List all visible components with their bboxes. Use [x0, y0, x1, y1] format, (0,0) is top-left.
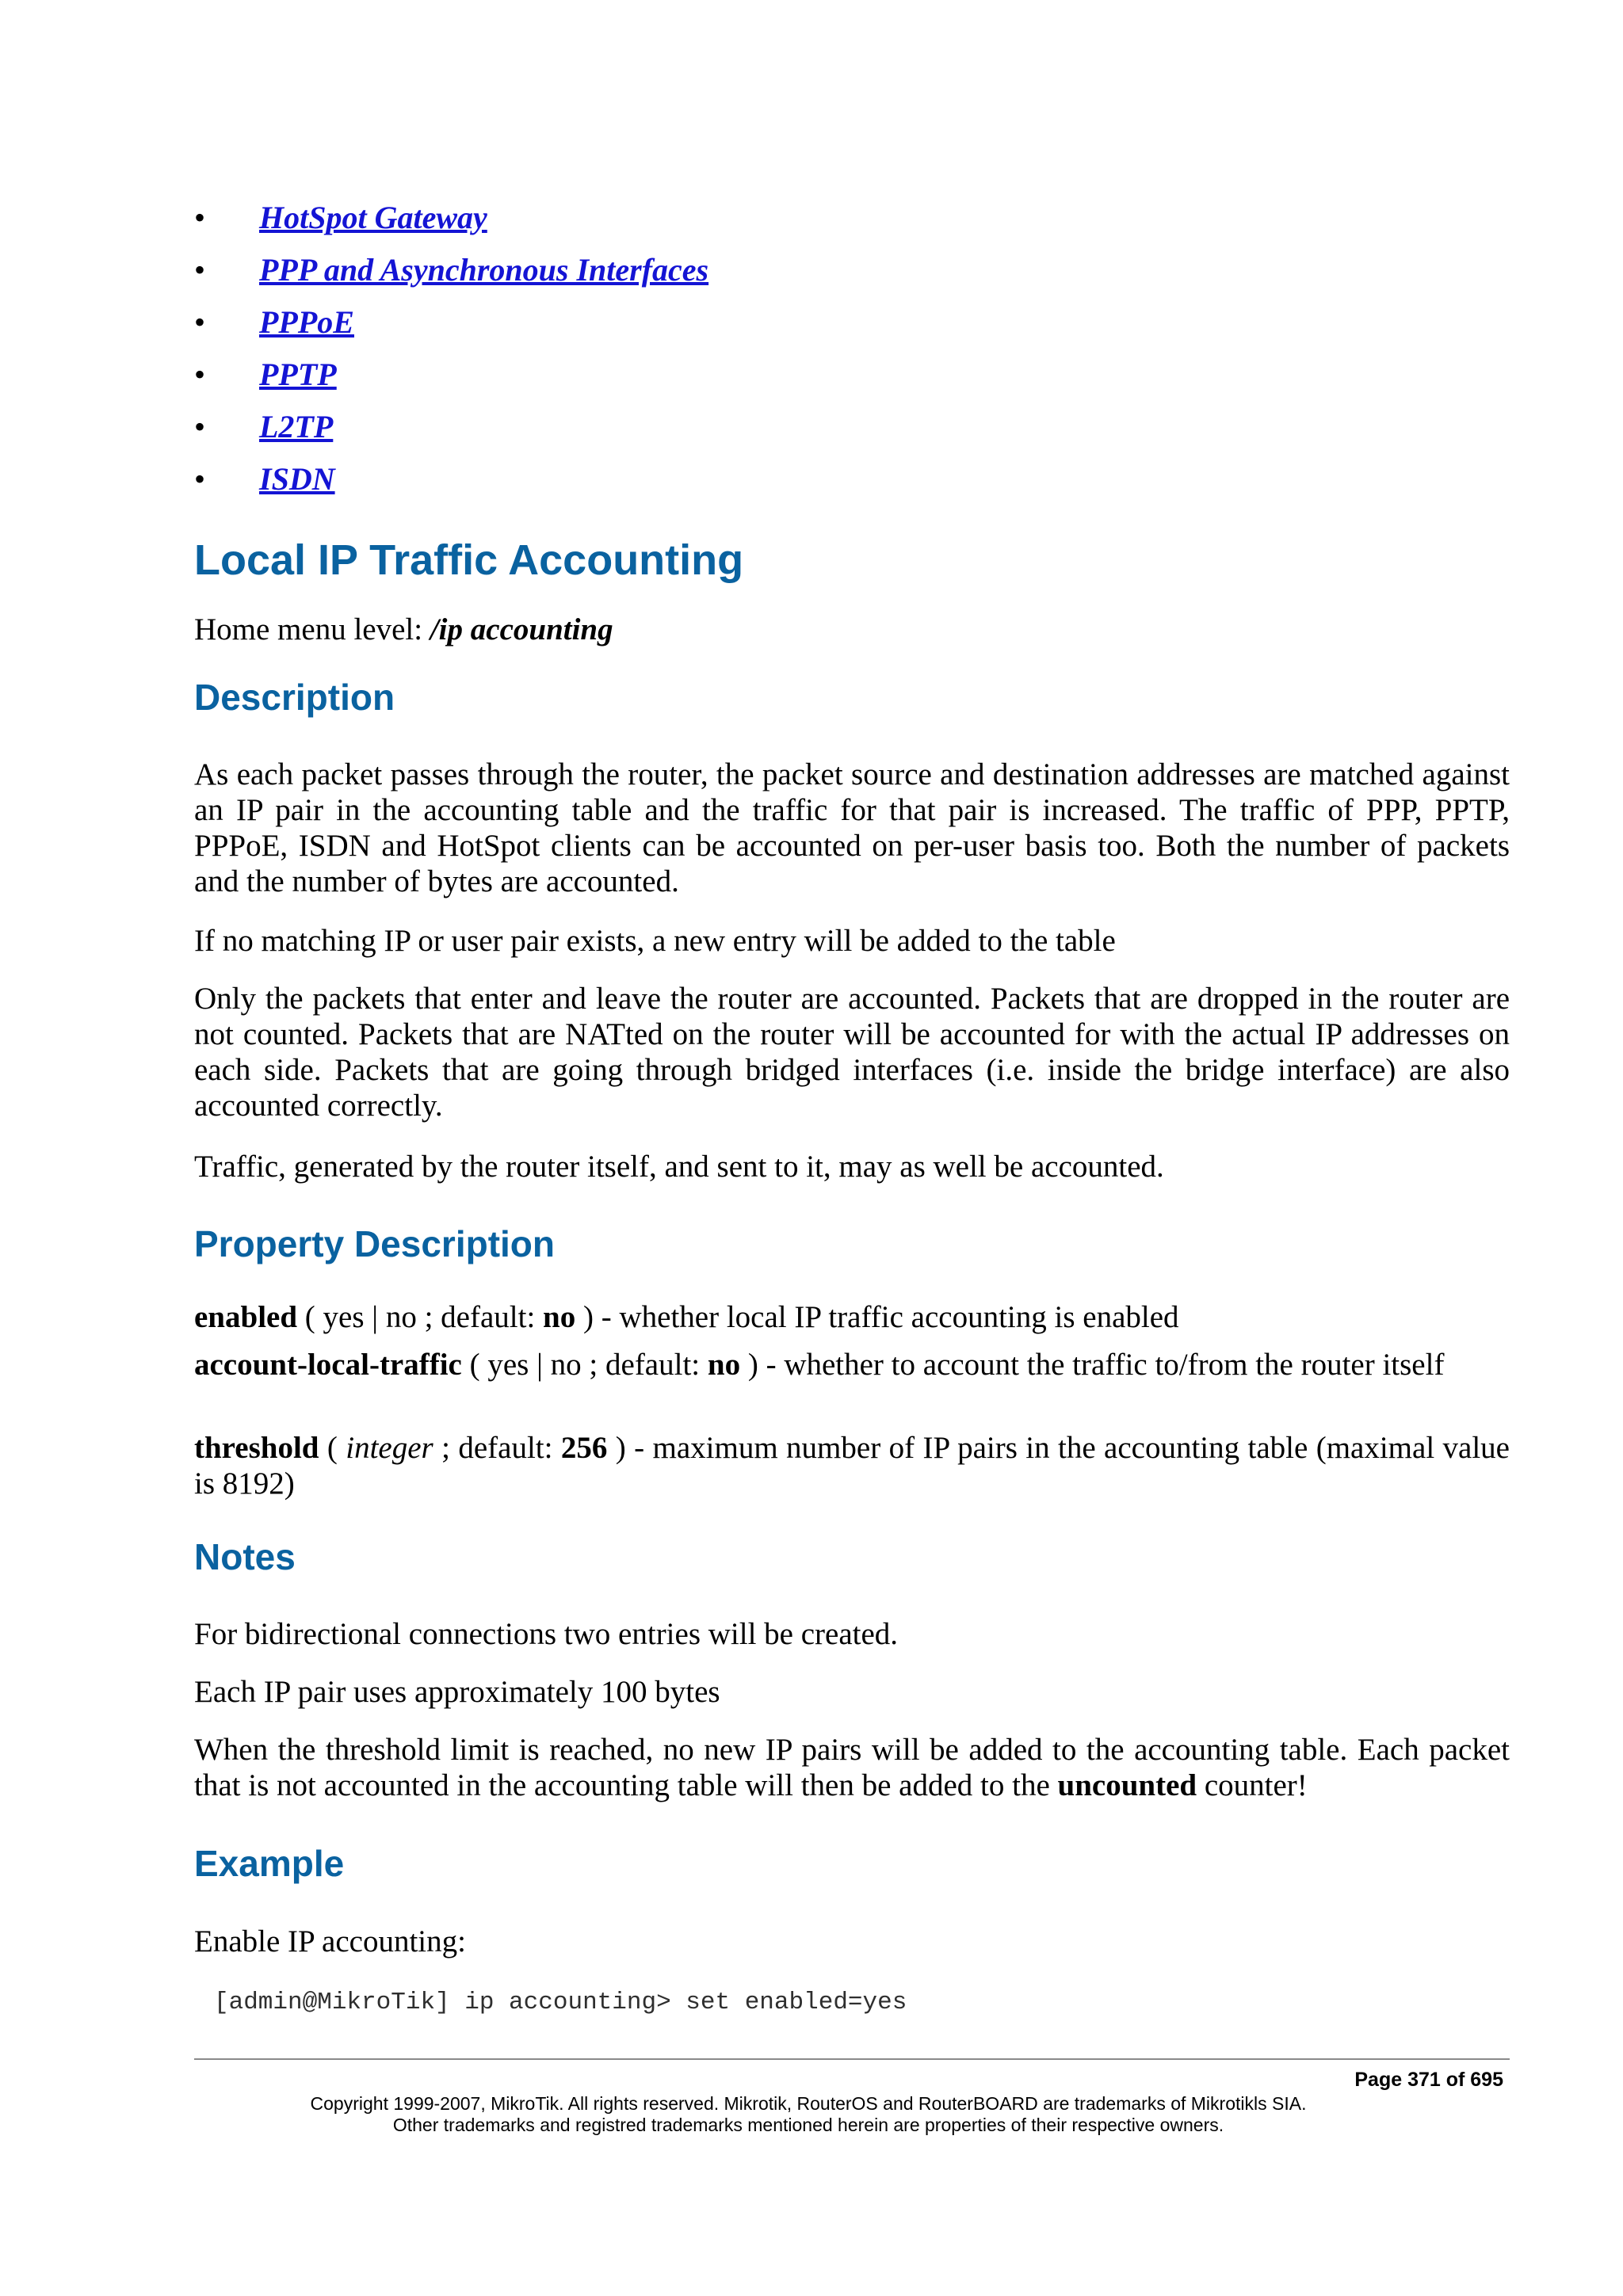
note-text: counter!	[1197, 1768, 1308, 1802]
link-hotspot-gateway[interactable]: HotSpot Gateway	[259, 200, 487, 235]
property-threshold	[194, 1430, 1510, 1501]
description-paragraph: If no matching IP or user pair exists, a new entry will be added to the table	[194, 924, 1116, 958]
section-title: Local IP Traffic Accounting	[194, 536, 744, 584]
property-type: yes | no	[323, 1300, 417, 1334]
example-code: [admin@MikroTik] ip accounting> set enabled=yes	[214, 1989, 907, 2016]
property-default: no	[543, 1300, 576, 1334]
notes-heading: Notes	[194, 1536, 296, 1577]
bullet: •	[194, 252, 206, 288]
property-enabled	[194, 1299, 1510, 1335]
copyright-line: Copyright 1999-2007, MikroTik. All rights reserved. Mikrotik, RouterOS and RouterBOARD are trademarks of Mikrotikls SIA.	[310, 2093, 1307, 2114]
paren-close: ) -	[740, 1348, 785, 1382]
property-account-local-traffic	[194, 1347, 1510, 1383]
home-menu-label: Home menu level:	[194, 612, 423, 646]
default-label: ; default:	[433, 1431, 561, 1465]
paren-open: (	[297, 1300, 323, 1334]
bullet: •	[194, 304, 206, 340]
link-pptp[interactable]: PPTP	[259, 357, 337, 392]
link-isdn[interactable]: ISDN	[259, 461, 335, 497]
footer-divider	[194, 2058, 1510, 2060]
paren-open: (	[461, 1348, 488, 1382]
bullet: •	[194, 461, 206, 497]
trademark-line: Other trademarks and registred trademarks mentioned herein are properties of their respective owners.	[392, 2115, 1224, 2135]
bullet: •	[194, 357, 206, 392]
default-label: ; default:	[581, 1348, 708, 1382]
home-menu-line	[194, 612, 1510, 647]
paren-close: ) -	[607, 1431, 653, 1465]
property-name: threshold	[194, 1431, 319, 1465]
uncounted-term: uncounted	[1057, 1768, 1197, 1802]
property-desc: whether to account the traffic to/from the router itself	[784, 1348, 1445, 1382]
default-label: ; default:	[416, 1300, 544, 1334]
property-default: 256	[560, 1431, 608, 1465]
note-text: When the threshold limit is reached, no new IP pairs will be added to the accounting table. Each packet that is not accounted in the accounting table will then be added to the	[194, 1733, 1510, 1802]
property-desc: whether local IP traffic accounting is enabled	[619, 1300, 1179, 1334]
bullet: •	[194, 200, 206, 235]
page-number: Page 371 of 695	[1354, 2069, 1503, 2091]
example-heading: Example	[194, 1843, 345, 1884]
home-menu-path: /ip accounting	[430, 612, 613, 646]
description-heading: Description	[194, 677, 395, 718]
link-ppp-async-interfaces[interactable]: PPP and Asynchronous Interfaces	[259, 252, 709, 288]
property-default: no	[707, 1348, 741, 1382]
link-l2tp[interactable]: L2TP	[259, 409, 334, 444]
notes-paragraph: For bidirectional connections two entries will be created.	[194, 1617, 899, 1651]
notes-threshold-paragraph	[194, 1732, 1510, 1803]
property-type: integer	[346, 1431, 433, 1465]
notes-paragraph: Each IP pair uses approximately 100 bytes	[194, 1675, 720, 1709]
property-type: yes | no	[487, 1348, 582, 1382]
property-desc: maximum number of IP pairs in the accounting table (maximal value is 8192)	[194, 1431, 1510, 1501]
description-paragraph: Only the packets that enter and leave the router are accounted. Packets that are dropped in the router are not counted. Packets that are NATted on the router will be accounted for with the actual IP addresses on each side. Packets that are going through bridged interfaces (i.e. inside the bridge interface) are also accounted correctly.	[194, 982, 1510, 1123]
description-paragraph: Traffic, generated by the router itself, and sent to it, may as well be accounted.	[194, 1150, 1164, 1184]
paren-open: (	[319, 1431, 346, 1465]
property-description-heading: Property Description	[194, 1223, 555, 1264]
example-intro: Enable IP accounting:	[194, 1924, 466, 1958]
link-pppoe[interactable]: PPPoE	[259, 304, 354, 340]
bullet: •	[194, 409, 206, 444]
paren-close: ) -	[575, 1300, 620, 1334]
property-name: enabled	[194, 1300, 298, 1334]
description-paragraph: As each packet passes through the router, the packet source and destination addresses are matched against an IP pair in the accounting table and the traffic for that pair is increased. The traffic of PPP, PPTP, PPPoE, ISDN and HotSpot clients can be accounted on per-user basis too. Both the number of packets and the number of bytes are accounted.	[194, 757, 1510, 898]
property-name: account-local-traffic	[194, 1348, 462, 1382]
document-page	[194, 0, 1510, 2296]
